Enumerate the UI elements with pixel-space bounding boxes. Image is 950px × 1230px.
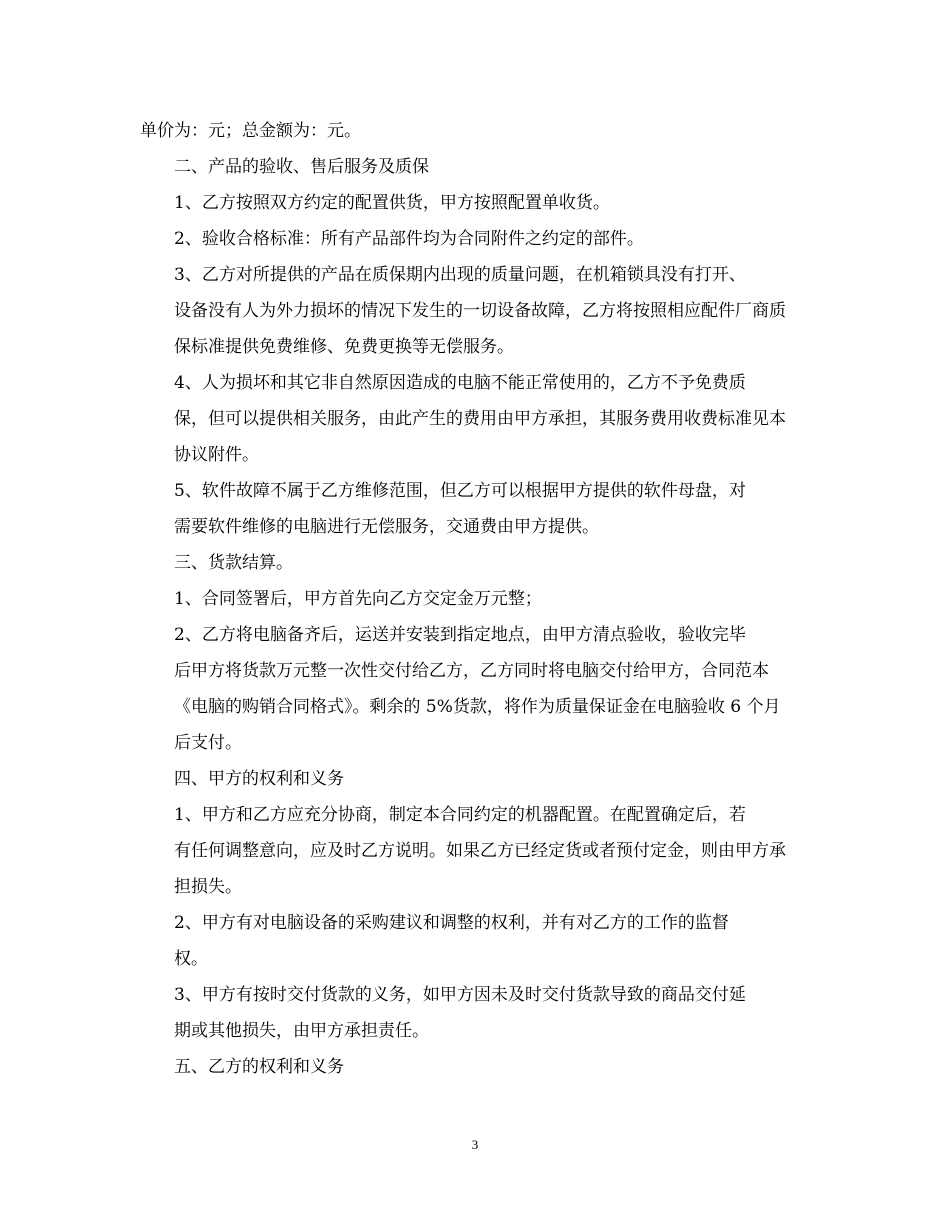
text-line: 1、乙方按照双方约定的配置供货，甲方按照配置单收货。 (174, 193, 610, 213)
text-line: 四、甲方的权利和义务 (174, 769, 344, 789)
paragraph (140, 365, 812, 473)
paragraph (140, 617, 812, 761)
text-line: 三、货款结算。 (174, 553, 293, 573)
paragraph (140, 545, 812, 581)
text-line: 二、产品的验收、售后服务及质保 (174, 157, 429, 177)
paragraph (140, 797, 812, 905)
text-line: 5、软件故障不属于乙方维修范围，但乙方可以根据甲方提供的软件母盘，对 (174, 481, 746, 501)
text-line: 期或其他损失，由甲方承担责任。 (174, 1021, 429, 1041)
text-line: 2、乙方将电脑备齐后，运送并安装到指定地点，由甲方清点验收，验收完毕 (174, 625, 746, 645)
text-line: 协议附件。 (174, 445, 259, 465)
page-number: 3 (471, 1137, 479, 1152)
paragraph (140, 905, 812, 977)
text-line: 后甲方将货款万元整一次性交付给乙方，乙方同时将电脑交付给甲方，合同范本 (174, 661, 769, 681)
paragraph (140, 113, 812, 149)
paragraph (140, 257, 812, 365)
paragraph (140, 221, 812, 257)
text-line: 权。 (174, 949, 208, 969)
text-line: 五、乙方的权利和义务 (174, 1057, 344, 1077)
text-line: 2、验收合格标准：所有产品部件均为合同附件之约定的部件。 (174, 229, 644, 249)
paragraph (140, 581, 812, 617)
text-line: 设备没有人为外力损坏的情况下发生的一切设备故障，乙方将按照相应配件厂商质 (174, 301, 786, 321)
text-line: 后支付。 (174, 733, 242, 753)
paragraph (140, 1049, 812, 1085)
text-line: 保，但可以提供相关服务，由此产生的费用由甲方承担，其服务费用收费标准见本 (174, 409, 786, 429)
paragraph (140, 473, 812, 545)
text-line: 4、人为损坏和其它非自然原因造成的电脑不能正常使用的，乙方不予免费质 (174, 373, 746, 393)
text-line: 单价为：元；总金额为：元。 (140, 121, 361, 141)
text-line: 担损失。 (174, 877, 242, 897)
text-line: 1、甲方和乙方应充分协商，制定本合同约定的机器配置。在配置确定后，若 (174, 805, 746, 825)
text-line: 有任何调整意向，应及时乙方说明。如果乙方已经定货或者预付定金，则由甲方承 (174, 841, 786, 861)
paragraph (140, 977, 812, 1049)
text-line: 1、合同签署后，甲方首先向乙方交定金万元整； (174, 589, 542, 609)
text-line: 保标准提供免费维修、免费更换等无偿服务。 (174, 337, 514, 357)
paragraph (140, 761, 812, 797)
text-line: 需要软件维修的电脑进行无偿服务，交通费由甲方提供。 (174, 517, 599, 537)
text-line: 2、甲方有对电脑设备的采购建议和调整的权利，并有对乙方的工作的监督 (174, 913, 729, 933)
paragraph (140, 185, 812, 221)
text-line: 3、甲方有按时交付货款的义务，如甲方因未及时交付货款导致的商品交付延 (174, 985, 746, 1005)
text-line: 3、乙方对所提供的产品在质保期内出现的质量问题，在机箱锁具没有打开、 (174, 265, 746, 285)
document-body (140, 113, 812, 1085)
paragraph (140, 149, 812, 185)
text-line: 《电脑的购销合同格式》。剩余的 5%货款，将作为质量保证金在电脑验收 6 个月 (174, 697, 781, 717)
